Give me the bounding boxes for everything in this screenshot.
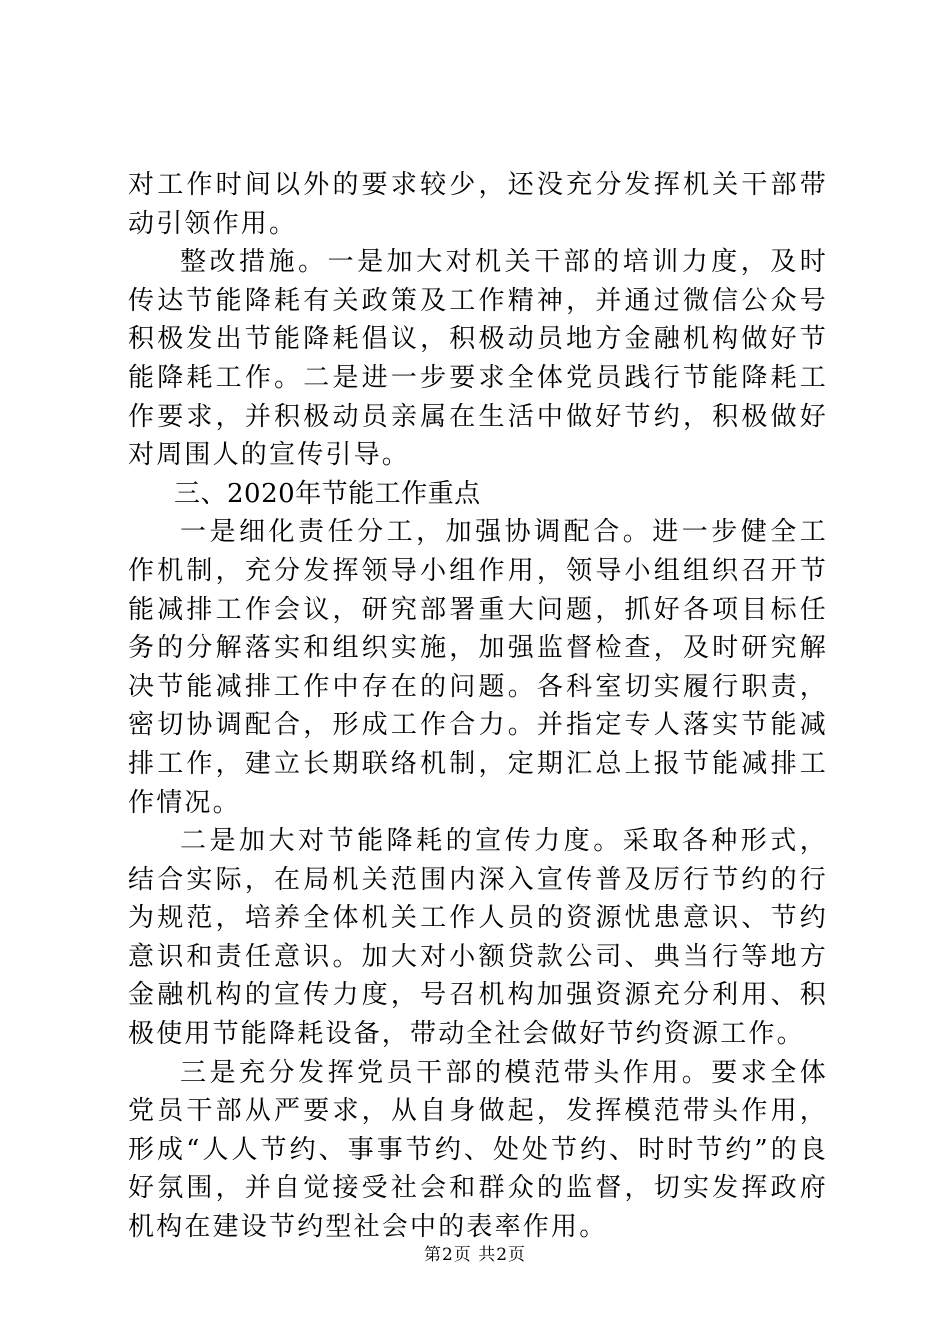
paragraph-priority-two: 二是加大对节能降耗的宣传力度。采取各种形式，结合实际，在局机关范围内深入宣传普及厉行节约的行为规范，培养全体机关工作人员的资源忧患意识、节约意识和责任意识。加大对小额贷款公司、典当行等地方金融机构的宣传力度，号召机构加强资源充分利用、积极使用节能降耗设备，带动全社会做好节约资源工作。 <box>128 826 828 1050</box>
paragraph-priority-one: 一是细化责任分工，加强协调配合。进一步健全工作机制，充分发挥领导小组作用，领导小组组织召开节能减排工作会议，研究部署重大问题，抓好各项目标任务的分解落实和组织实施，加强监督检查，及时研究解决节能减排工作中存在的问题。各科室切实履行职责，密切协调配合，形成工作合力。并指定专人落实节能减排工作，建立长期联络机制，定期汇总上报节能减排工作情况。 <box>128 517 828 818</box>
page-number-footer: 第2页 共2页 <box>423 1245 527 1265</box>
paragraph-continuation: 对工作时间以外的要求较少，还没充分发挥机关干部带动引领作用。 <box>128 170 828 239</box>
paragraph-rectification-measures: 整改措施。一是加大对机关干部的培训力度，及时传达节能降耗有关政策及工作精神，并通过微信公众号积极发出节能降耗倡议，积极动员地方金融机构做好节能降耗工作。二是进一步要求全体党员践行节能降耗工作要求，并积极动员亲属在生活中做好节约，积极做好对周围人的宣传引导。 <box>128 247 828 471</box>
paragraph-priority-three: 三是充分发挥党员干部的模范带头作用。要求全体党员干部从严要求，从自身做起，发挥模范带头作用，形成“人人节约、事事节约、处处节约、时时节约”的良好氛围，并自觉接受社会和群众的监督，切实发挥政府机构在建设节约型社会中的表率作用。 <box>128 1057 828 1243</box>
section-heading-2020-priorities: 三、2020年节能工作重点 <box>174 478 481 509</box>
document-body <box>128 166 828 1247</box>
